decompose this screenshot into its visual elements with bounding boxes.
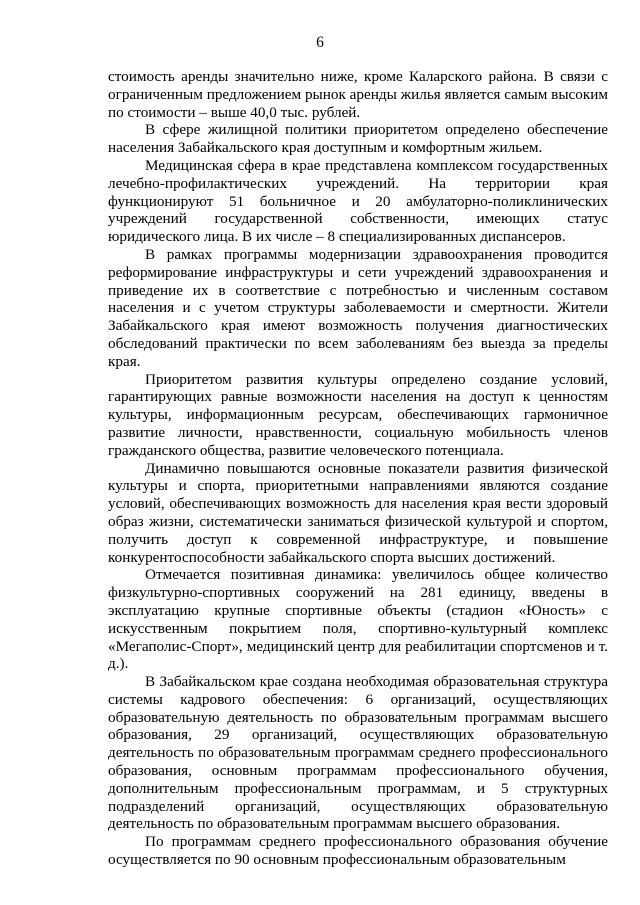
paragraph-rent-cost: стоимость аренды значительно ниже, кроме Каларского района. В связи с ограниченным предложением рынок аренды жилья является самым высоким по стоимости – выше 40,0 тыс. рублей. (108, 68, 608, 121)
paragraph-culture-priority: Приоритетом развития культуры определено создание условий, гарантирующих равные возможности населения на доступ к ценностям культуры, информационным ресурсам, обеспечивающих гармоничное развитие личности, нравственности, социальную мобильность членов гражданского общества, развитие человеческого потенциала. (108, 370, 608, 459)
document-body (108, 68, 608, 869)
page-number: 6 (316, 34, 324, 51)
paragraph-sport-facilities: Отмечается позитивная динамика: увеличилось общее количество физкультурно-спортивных сооружений на 281 единицу, введены в эксплуатацию крупные спортивные объекты (стадион «Юность» с искусственным покрытием поля, спортивно-культурный комплекс «Мегаполис-Спорт», медицинский центр для реабилитации спортсменов и т. д.). (108, 566, 608, 673)
paragraph-sport-development: Динамично повышаются основные показатели развития физической культуры и спорта, приоритетными направлениями являются создание условий, обеспечивающих возможность для населения края вести здоровый образ жизни, систематически заниматься физической культурой и спортом, получить доступ к современной инфраструктуре, и повышение конкурентоспособности забайкальского спорта высших достижений. (108, 459, 608, 566)
paragraph-vocational-education: По программам среднего профессионального образования обучение осуществляется по 90 основным профессиональным образовательным (108, 833, 608, 869)
paragraph-education-structure: В Забайкальском крае создана необходимая образовательная структура системы кадрового обеспечения: 6 организаций, осуществляющих образовательную деятельность по образовательным программам высшего образования, 29 организаций, осуществляющих образовательную деятельность по образовательным программам среднего профессионального образования, основным программам профессионального обучения, дополнительным профессиональным программам, и 5 структурных подразделений организаций, осуществляющих образовательную деятельность по образовательным программам высшего образования. (108, 673, 608, 833)
paragraph-housing-policy: В сфере жилищной политики приоритетом определено обеспечение населения Забайкальского края доступным и комфортным жильем. (108, 121, 608, 157)
paragraph-medical-sphere: Медицинская сфера в крае представлена комплексом государственных лечебно-профилактических учреждений. На территории края функционируют 51 больничное и 20 амбулаторно-поликлинических учреждений государственной собственности, имеющих статус юридического лица. В их числе – 8 специализированных диспансеров. (108, 156, 608, 246)
paragraph-healthcare-modernization: В рамках программы модернизации здравоохранения проводится реформирование инфраструктуры и сети учреждений здравоохранения и приведение их в соответствие с потребностью и численным составом населения и с учетом структуры заболеваемости и смертности. Жители Забайкальского края имеют возможность получения диагностических обследований практически по всем заболеваниям без выезда за пределы края. (108, 245, 608, 370)
